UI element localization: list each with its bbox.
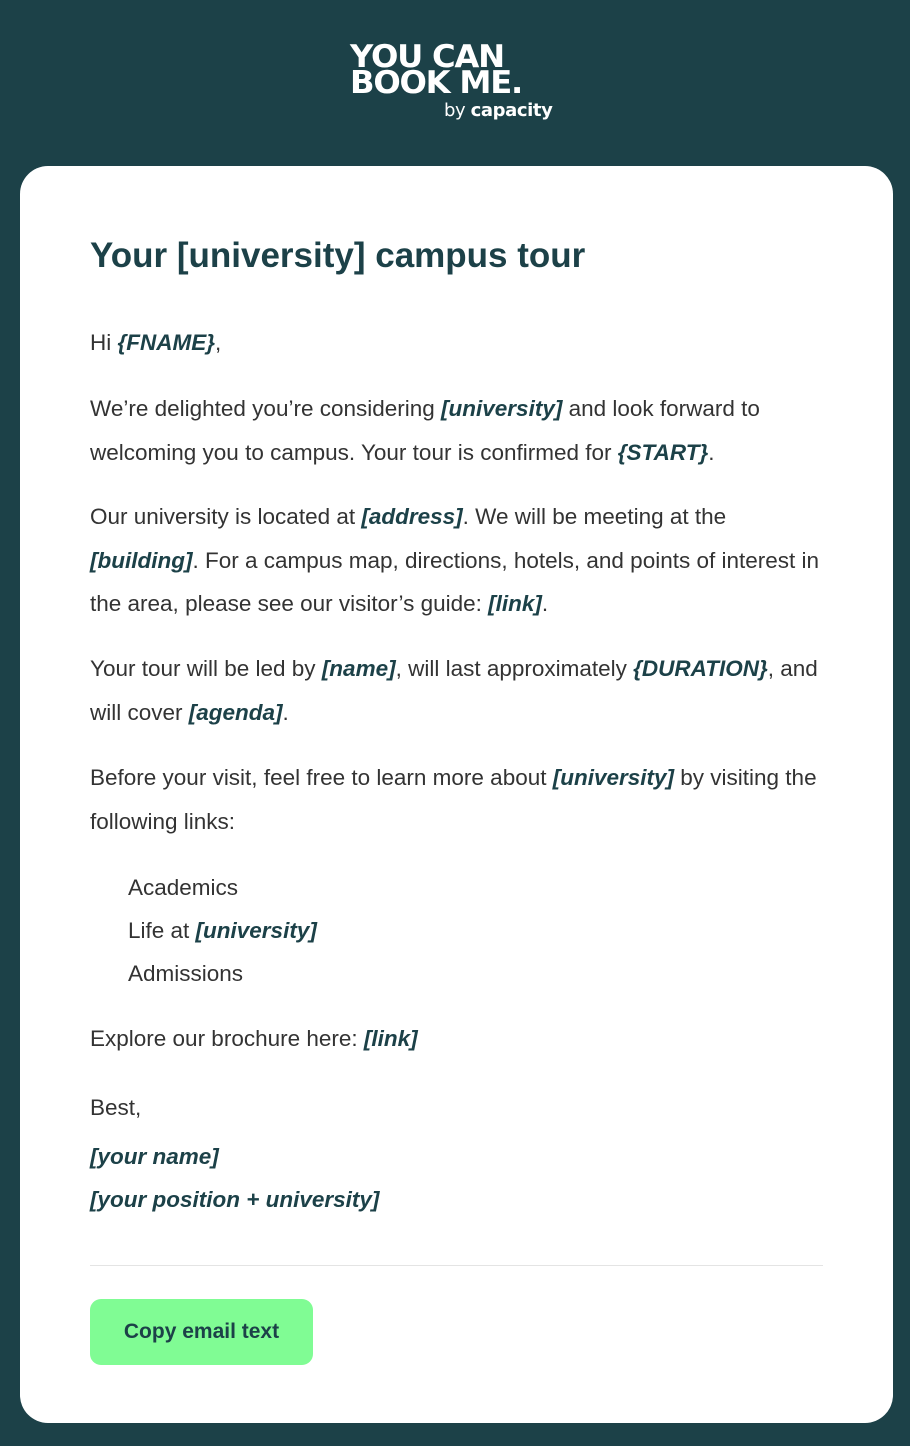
logo-by-text: by [444, 100, 466, 121]
logo-line-1: YOU CAN [350, 39, 504, 75]
closing: Best, [90, 1095, 142, 1120]
welcome-text-1: We’re delighted you’re considering [90, 396, 442, 421]
greeting-suffix: , [215, 330, 222, 355]
greeting-prefix: Hi [90, 330, 118, 355]
learn-text-2: by visiting the following links: [90, 765, 817, 834]
placeholder-duration: {DURATION} [633, 656, 768, 681]
life-prefix: Life at [128, 918, 196, 943]
location-text-4: . [541, 591, 549, 616]
email-title: Your [university] campus tour [90, 236, 586, 275]
paragraph-location [90, 495, 830, 626]
brochure-text: Explore our brochure here: [90, 1026, 364, 1051]
placeholder-visitor-guide-link: [link] [488, 591, 542, 616]
logo-line-2: BOOK ME. [350, 65, 522, 101]
learn-text-1: Before your visit, feel free to learn more about [90, 765, 553, 790]
logo-company: capacity [470, 100, 553, 121]
brand-logo [0, 38, 910, 128]
placeholder-guide-name: [name] [321, 656, 396, 681]
email-card [20, 166, 893, 1423]
greeting [90, 321, 830, 365]
paragraph-learn-more [90, 756, 830, 843]
signature-name: [your name] [90, 1144, 219, 1169]
location-text-1: Our university is located at [90, 504, 362, 529]
placeholder-university-3: [university] [195, 918, 317, 943]
placeholder-fname: {FNAME} [117, 330, 216, 355]
welcome-text-3: . [708, 439, 715, 465]
list-item-admissions: Admissions [128, 961, 244, 986]
placeholder-building: [building] [90, 547, 193, 573]
list-item-academics: Academics [128, 875, 239, 900]
paragraph-tour-details [90, 647, 830, 734]
copy-email-text-button[interactable]: Copy email text [90, 1299, 313, 1365]
placeholder-address: [address] [361, 504, 463, 529]
tour-text-2: , will last approximately [395, 656, 634, 681]
welcome-text-2: and look forward to welcoming you to campus. Your tour is confirmed for [90, 396, 760, 465]
links-list [128, 866, 317, 995]
brochure-line [90, 1017, 830, 1061]
placeholder-agenda: [agenda] [188, 699, 283, 725]
divider [90, 1265, 823, 1266]
placeholder-university-2: [university] [552, 765, 675, 790]
paragraph-welcome [90, 387, 830, 474]
signature-position: [your position + university] [90, 1187, 380, 1212]
list-item-life-at-university [128, 909, 317, 952]
tour-text-1: Your tour will be led by [90, 656, 322, 681]
tour-text-4: . [282, 699, 289, 725]
placeholder-university: [university] [441, 396, 563, 421]
placeholder-brochure-link: [link] [363, 1026, 418, 1051]
tour-text-3: , and will cover [90, 656, 818, 725]
placeholder-start: {START} [617, 439, 709, 465]
location-text-2: . We will be meeting at the [462, 504, 727, 529]
logo-byline [444, 100, 552, 122]
location-text-3: . For a campus map, directions, hotels, and points of interest in the area, please see our visitor’s guide: [90, 547, 820, 616]
